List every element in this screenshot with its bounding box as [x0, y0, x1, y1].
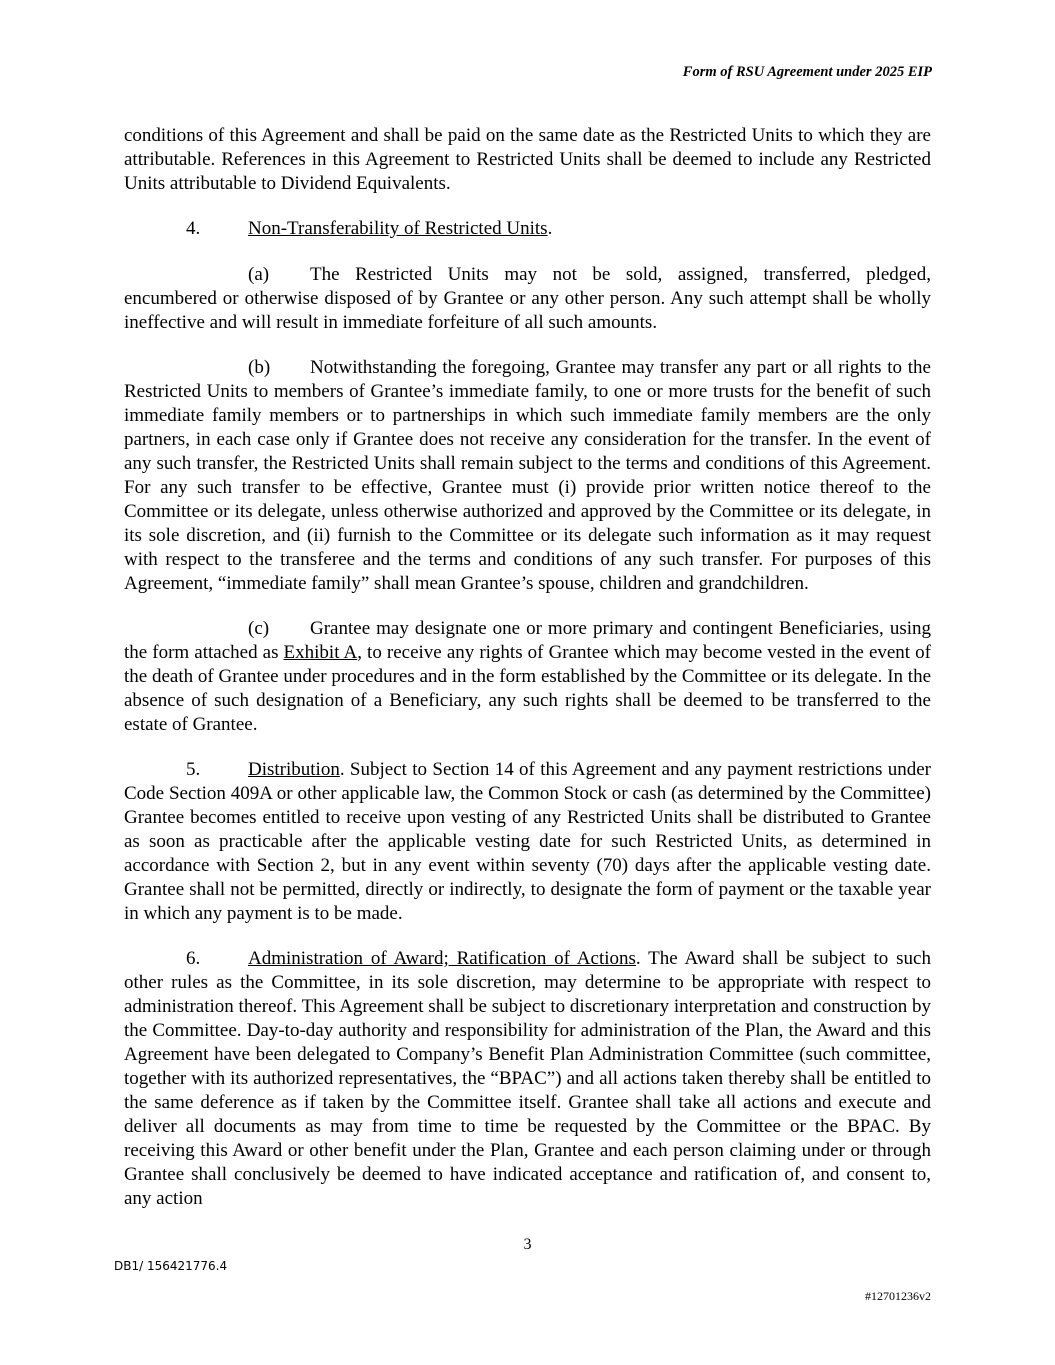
continuation-paragraph: conditions of this Agreement and shall be paid on the same date as the Restricted Units to which they are attributable. References in this Agreement to Restricted Units shall be deemed to include any Restricted Units attributable to Dividend Equivalents.	[124, 125, 931, 194]
running-header: Form of RSU Agreement under 2025 EIP	[682, 64, 932, 80]
page-number: 3	[523, 1236, 532, 1253]
document-id: DB1/ 156421776.4	[114, 1259, 228, 1273]
section-5-text: . Subject to Section 14 of this Agreement and any payment restrictions under Code Section 409A or other applicable law, the Common Stock or cash (as determined by the Committee) Grantee becomes entitled to receive upon vesting of any Restricted Units shall be distributed to Grantee as soon as practicable after the applicable vesting date for such Restricted Units, as determined in accordance with Section 2, but in any event within seventy (70) days after the applicable vesting date. Grantee shall not be permitted, directly or indirectly, to designate the form of payment or the taxable year in which any payment is to be made.	[124, 759, 931, 924]
section-4-title-period: .	[547, 218, 553, 239]
section-4c-text-after: , to receive any rights of Grantee which may become vested in the event of the death of Grantee under procedures and in the form established by the Committee or its delegate. In the absence of such designation of a Beneficiary, any such rights shall be deemed to be transferred to the estate of Grantee.	[124, 642, 931, 735]
section-4-title: Non-Transferability of Restricted Units	[248, 218, 548, 239]
section-6-title: Administration of Award; Ratification of Actions	[248, 948, 636, 969]
section-6-paragraph	[124, 947, 931, 1211]
section-4b-label: (b)	[248, 357, 271, 378]
section-4a-paragraph	[124, 263, 931, 335]
section-4b-paragraph	[124, 356, 931, 596]
section-5-number: 5.	[186, 759, 201, 780]
section-4c-label: (c)	[248, 618, 270, 639]
version-number: #12701236v2	[865, 1289, 931, 1303]
section-4-heading	[124, 217, 931, 241]
section-4-number: 4.	[186, 218, 201, 239]
section-4c-paragraph	[124, 617, 931, 737]
section-5-paragraph	[124, 758, 931, 926]
section-4c-text-before: Grantee may designate one or more primary and contingent Beneficiaries, using the form attached as	[124, 618, 931, 663]
section-4a-text: The Restricted Units may not be sold, assigned, transferred, pledged, encumbered or otherwise disposed of by Grantee or any other person. Any such attempt shall be wholly ineffective and will result in immediate forfeiture of all such amounts.	[124, 264, 931, 333]
section-5-title: Distribution	[248, 759, 340, 780]
document-body	[124, 124, 931, 1232]
section-4b-text: Notwithstanding the foregoing, Grantee may transfer any part or all rights to the Restricted Units to members of Grantee’s immediate family, to one or more trusts for the benefit of such immediate family members or to partnerships in which such immediate family members are the only partners, in each case only if Grantee does not receive any consideration for the transfer. In the event of any such transfer, the Restricted Units shall remain subject to the terms and conditions of this Agreement. For any such transfer to be effective, Grantee must (i) provide prior written notice thereof to the Committee or its delegate, unless otherwise authorized and approved by the Committee or its delegate, in its sole discretion, and (ii) furnish to the Committee or its delegate such information as it may request with respect to the transferee and the terms and conditions of any such transfer. For purposes of this Agreement, “immediate family” shall mean Grantee’s spouse, children and grandchildren.	[124, 357, 931, 594]
section-6-text: . The Award shall be subject to such other rules as the Committee, in its sole discretion, may determine to be appropriate with respect to administration thereof. This Agreement shall be subject to discretionary interpretation and construction by the Committee. Day-to-day authority and responsibility for administration of the Plan, the Award and this Agreement have been delegated to Company’s Benefit Plan Administration Committee (such committee, together with its authorized representatives, the “BPAC”) and all actions taken thereby shall be entitled to the same deference as if taken by the Committee itself. Grantee shall take all actions and execute and deliver all documents as may from time to time be requested by the Committee or the BPAC. By receiving this Award or other benefit under the Plan, Grantee and each person claiming under or through Grantee shall conclusively be deemed to have indicated acceptance and ratification of, and consent to, any action	[124, 948, 931, 1209]
section-4a-label: (a)	[248, 264, 270, 285]
section-6-number: 6.	[186, 948, 201, 969]
exhibit-a-reference: Exhibit A	[283, 642, 358, 663]
